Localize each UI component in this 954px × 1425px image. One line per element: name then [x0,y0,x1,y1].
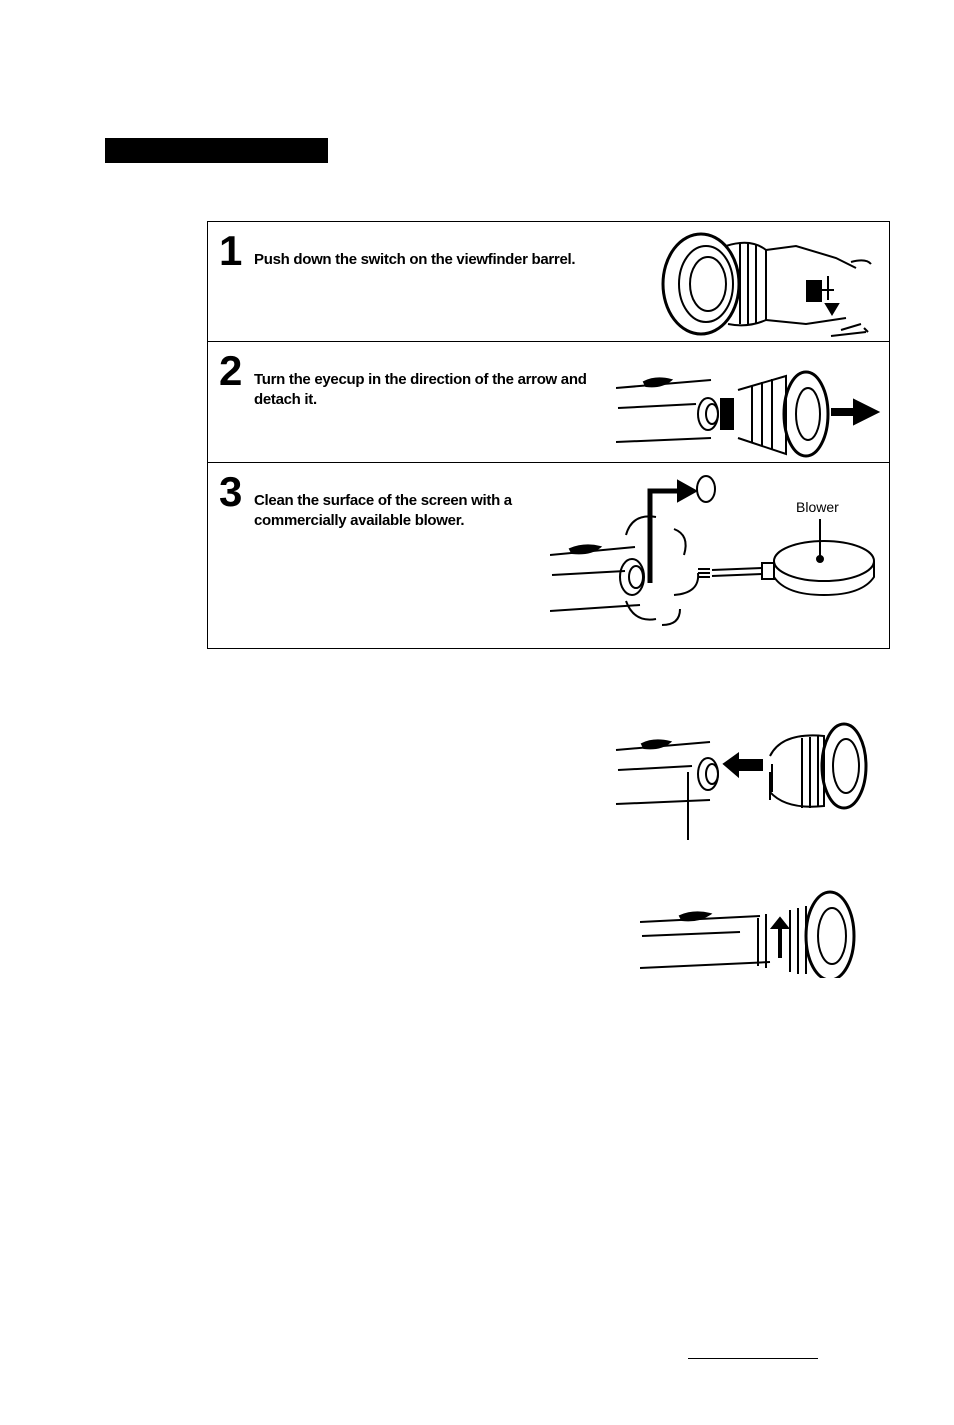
step-2-text: Turn the eyecup in the direction of the arrow and detach it. [254,371,587,408]
eyecup-detach-illustration [616,350,886,460]
step-3-number: 3 [219,468,242,515]
step-2 [208,342,889,463]
step-3-text: Clean the surface of the screen with a commercially available blower. [254,492,512,529]
step-1 [208,222,889,342]
blower-cleaning-illustration [550,473,886,645]
eyecup-attach-illustration [612,712,892,842]
step-3 [208,463,889,649]
footer-rule [688,1358,818,1359]
section-header-bar [105,138,328,163]
blower-label: Blower [796,499,839,515]
viewfinder-switch-illustration [656,228,886,340]
cleaning-steps-panel [207,221,890,649]
step-1-number: 1 [219,227,242,274]
step-1-text: Push down the switch on the viewfinder barrel. [254,251,576,268]
step-2-number: 2 [219,347,242,394]
eyecup-rotate-illustration [640,888,870,978]
